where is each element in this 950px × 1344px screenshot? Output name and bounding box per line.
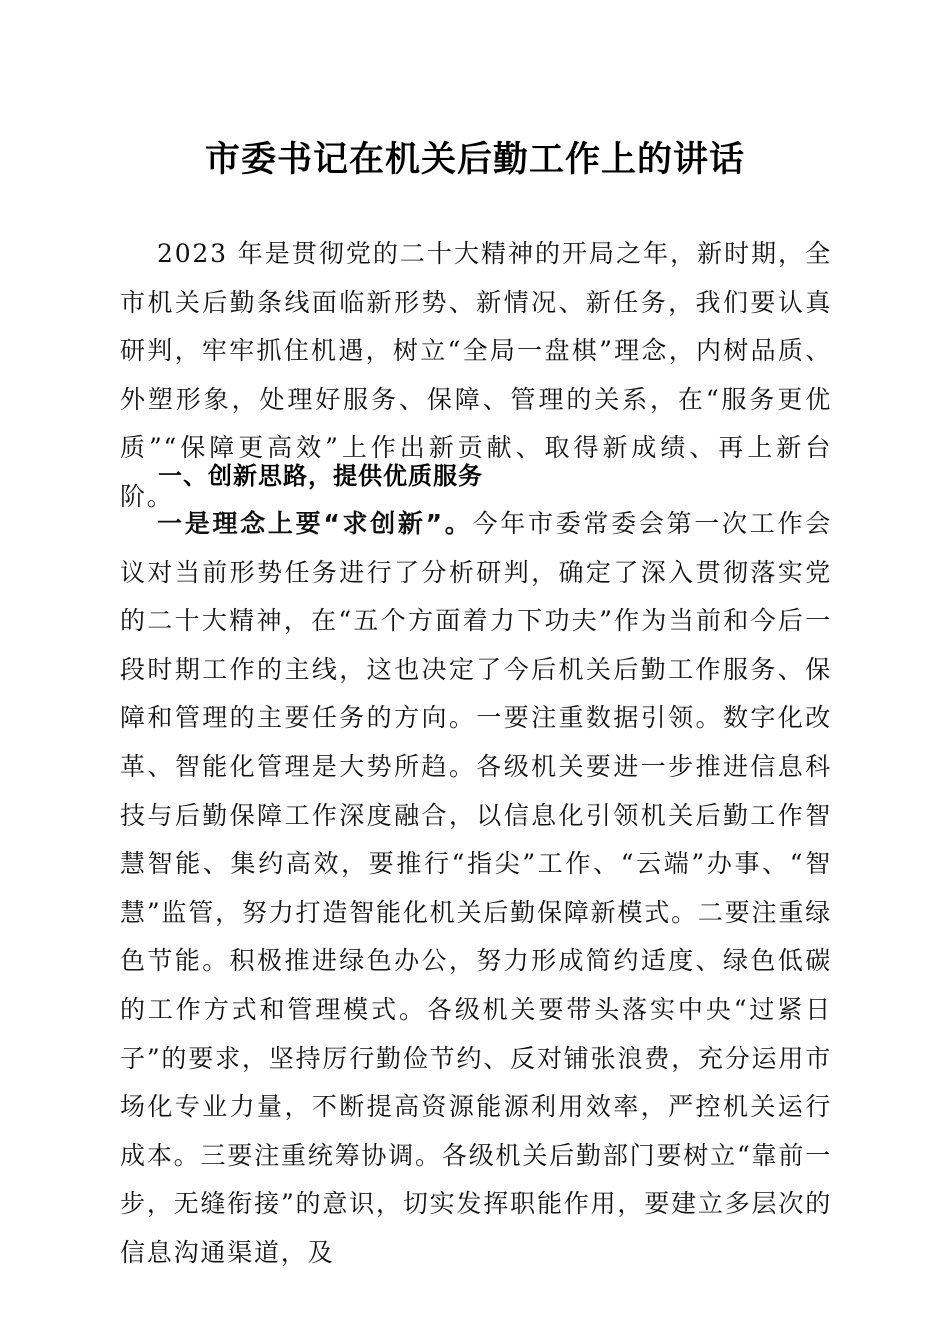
section-1-paragraph-1 <box>120 500 832 1278</box>
section-1-para-1-body: 今年市委常委会第一次工作会议对当前形势任务进行了分析研判，确定了深入贯彻落实党的二十大精神，在“五个方面着力下功夫”作为当前和今后一段时期工作的主线，这也决定了今后机关后勤工作服务、保障和管理的主要任务的方向。一要注重数据引领。数字化改革、智能化管理是大势所趋。各级机关要进一步推进信息科技与后勤保障工作深度融合，以信息化引领机关后勤工作智慧智能、集约高效，要推行“指尖”工作、“云端”办事、“智慧”监管，努力打造智能化机关后勤保障新模式。二要注重绿色节能。积极推进绿色办公，努力形成简约适度、绿色低碳的工作方式和管理模式。各级机关要带头落实中央“过紧日子”的要求，坚持厉行勤俭节约、反对铺张浪费，充分运用市场化专业力量，不断提高资源能源利用效率，严控机关运行成本。三要注重统筹协调。各级机关后勤部门要树立“靠前一步，无缝衔接”的意识，切实发挥职能作用，要建立多层次的信息沟通渠道，及 <box>120 509 832 1267</box>
section-1-block <box>120 500 832 1278</box>
intro-paragraph: 2023 年是贯彻党的二十大精神的开局之年，新时期，全市机关后勤条线面临新形势、新情况、新任务，我们要认真研判，牢牢抓住机遇，树立“全局一盘棋”理念，内树品质、外塑形象，处理好服务、保障、管理的关系，在“服务更优质”“保障更高效”上作出新贡献、取得新成绩、再上新台阶。 <box>120 239 832 511</box>
section-1-heading: 一、创新思路，提供优质服务 <box>158 462 483 490</box>
document-title: 市委书记在机关后勤工作上的讲话 <box>204 139 745 180</box>
section-1-para-1-lead: 一是理念上要“求创新”。 <box>157 509 473 538</box>
